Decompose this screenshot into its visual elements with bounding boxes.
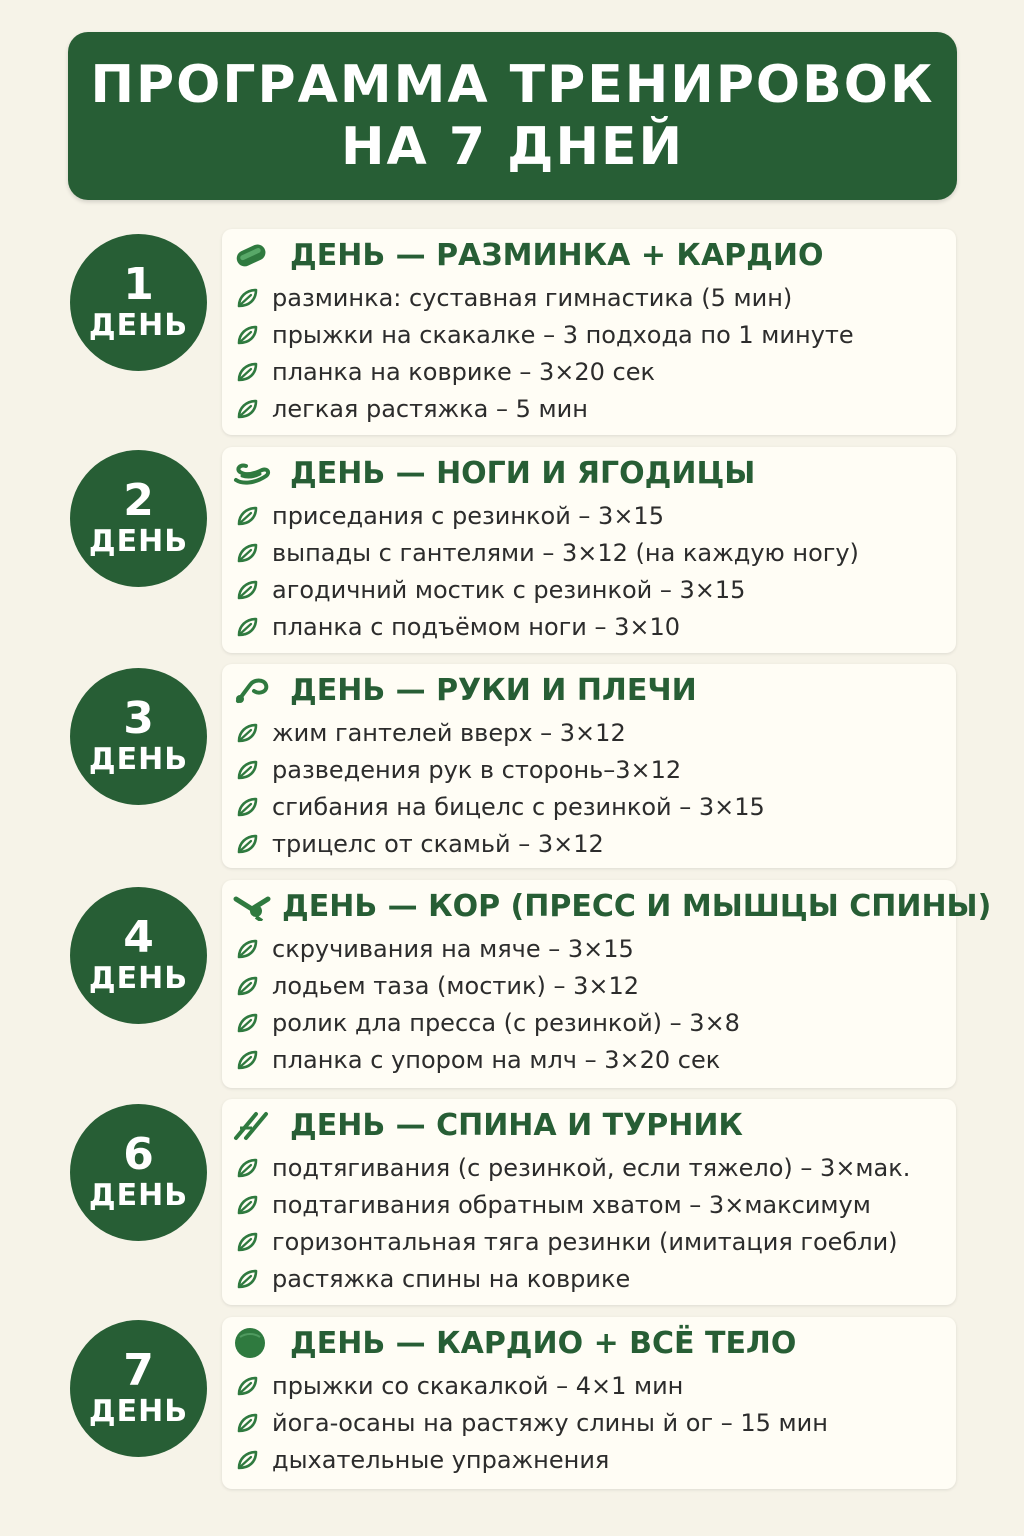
day-title-text: ДЕНЬ — КАРДИО + ВСЁ ТЕЛО: [290, 1325, 797, 1361]
leaf-check-icon: [236, 722, 258, 744]
resistance-band-icon: [232, 456, 280, 490]
exercise-text: прыжки со скакалкой – 4×1 мин: [272, 1371, 684, 1400]
exercise-text: йога-осаны на растяжу слины й ог – 15 мин: [272, 1408, 828, 1437]
exercise-text: подтагивания обратным хватом – 3×максимум: [272, 1190, 871, 1219]
leaf-check-icon: [236, 759, 258, 781]
exercise-item: [236, 1223, 952, 1260]
day-number: 6: [123, 1128, 154, 1180]
page-title-line1: ПРОГРАММА ТРЕНИРОВОК: [90, 55, 935, 115]
exercise-text: приседания с резинкой – 3×15: [272, 501, 664, 530]
page-title-line2: НА 7 ДНЕЙ: [340, 117, 685, 177]
day-title: [232, 1323, 956, 1363]
leaf-check-icon: [236, 616, 258, 638]
exercise-text: сгибания на бицелс с резинкой – 3×15: [272, 792, 765, 821]
exercise-list: [236, 497, 952, 645]
day-badge: [70, 668, 207, 805]
exercise-list: [236, 1149, 952, 1297]
exercise-text: дыхательные упражнения: [272, 1445, 610, 1474]
day-label: ДЕНЬ: [88, 1393, 189, 1429]
leaf-check-icon: [236, 1268, 258, 1290]
exercise-item: [236, 1367, 952, 1404]
exercise-item: [236, 1149, 952, 1186]
dumbbell-icon: [232, 238, 280, 272]
exercise-item: [236, 1441, 952, 1478]
day-label: ДЕНЬ: [88, 960, 189, 996]
leaf-check-icon: [236, 1375, 258, 1397]
leaf-check-icon: [236, 398, 258, 420]
day-badge: [70, 887, 207, 1024]
exercise-item: [236, 751, 952, 788]
leaf-check-icon: [236, 579, 258, 601]
day-badge: [70, 450, 207, 587]
exercise-item: [236, 316, 952, 353]
leaf-check-icon: [236, 1049, 258, 1071]
exercise-item: [236, 1004, 952, 1041]
day-label: ДЕНЬ: [88, 523, 189, 559]
exercise-item: [236, 930, 952, 967]
exercise-item: [236, 1041, 952, 1078]
exercise-text: агодичний мостик с резинкой – 3×15: [272, 575, 746, 604]
exercise-text: планка с подъёмом ноги – 3×10: [272, 612, 681, 641]
day-card: [222, 880, 992, 1088]
exercise-item: [236, 608, 952, 645]
day-title-text: ДЕНЬ — РУКИ И ПЛЕЧИ: [290, 672, 697, 708]
day-number: 4: [123, 911, 154, 963]
day-label: ДЕНЬ: [88, 1177, 189, 1213]
exercise-text: трицелс от скамьй – 3×12: [272, 829, 604, 858]
exercise-list: [236, 930, 952, 1078]
exercise-text: скручивания на мяче – 3×15: [272, 934, 634, 963]
leaf-check-icon: [236, 975, 258, 997]
day-card: [222, 447, 956, 653]
day-title: [232, 670, 956, 710]
exercise-text: ролик дла пресса (с резинкой) – 3×8: [272, 1008, 740, 1037]
exercise-item: [236, 714, 952, 751]
exercise-item: [236, 279, 952, 316]
leaf-check-icon: [236, 1194, 258, 1216]
ab-roller-icon: [232, 889, 272, 923]
exercise-text: подтягивания (с резинкой, если тяжело) – 3×мак.: [272, 1153, 911, 1182]
leaf-check-icon: [236, 1012, 258, 1034]
leaf-check-icon: [236, 833, 258, 855]
leaf-check-icon: [236, 505, 258, 527]
leaf-check-icon: [236, 287, 258, 309]
exercise-list: [236, 279, 952, 427]
day-number: 1: [123, 258, 154, 310]
leaf-check-icon: [236, 542, 258, 564]
exercise-text: планка с упором на млч – 3×20 сек: [272, 1045, 721, 1074]
day-card: [222, 1099, 956, 1305]
day-badge: [70, 1104, 207, 1241]
exercise-item: [236, 390, 952, 427]
leaf-check-icon: [236, 938, 258, 960]
exercise-item: [236, 534, 952, 571]
page-header: [68, 32, 957, 200]
exercise-item: [236, 967, 952, 1004]
ball-icon: [232, 1326, 280, 1360]
exercise-text: выпады с гантелями – 3×12 (на каждую ногу): [272, 538, 859, 567]
leaf-check-icon: [236, 1449, 258, 1471]
day-number: 7: [123, 1344, 154, 1396]
exercise-text: разминка: суставная гимнастика (5 мин): [272, 283, 793, 312]
day-badge: [70, 234, 207, 371]
leaf-check-icon: [236, 1231, 258, 1253]
exercise-text: разведения рук в сторонь–3×12: [272, 755, 682, 784]
exercise-text: жим гантелей вверх – 3×12: [272, 718, 626, 747]
exercise-list: [236, 1367, 952, 1478]
exercise-item: [236, 1404, 952, 1441]
day-title-text: ДЕНЬ — КОР (ПРЕСС И МЫШЦЫ СПИНЫ): [282, 888, 992, 924]
pullup-bar-icon: [232, 1108, 280, 1142]
exercise-item: [236, 497, 952, 534]
day-card: [222, 664, 956, 868]
day-title: [232, 886, 992, 926]
day-title-text: ДЕНЬ — РАЗМИНКА + КАРДИО: [290, 237, 824, 273]
day-number: 3: [123, 692, 154, 744]
exercise-text: планка на коврике – 3×20 сек: [272, 357, 655, 386]
leaf-check-icon: [236, 796, 258, 818]
day-label: ДЕНЬ: [88, 741, 189, 777]
day-title-text: ДЕНЬ — НОГИ И ЯГОДИЦЫ: [290, 455, 756, 491]
day-card: [222, 1317, 956, 1489]
exercise-item: [236, 571, 952, 608]
exercise-list: [236, 714, 952, 862]
exercise-text: горизонтальная тяга резинки (имитация гоебли): [272, 1227, 898, 1256]
day-label: ДЕНЬ: [88, 307, 189, 343]
leaf-check-icon: [236, 1157, 258, 1179]
day-title: [232, 235, 956, 275]
exercise-item: [236, 825, 952, 862]
day-number: 2: [123, 474, 154, 526]
leaf-check-icon: [236, 324, 258, 346]
exercise-item: [236, 1260, 952, 1297]
exercise-item: [236, 1186, 952, 1223]
exercise-item: [236, 353, 952, 390]
band-loop-icon: [232, 673, 280, 707]
exercise-text: лодьем таза (мостик) – 3×12: [272, 971, 640, 1000]
day-title: [232, 453, 956, 493]
exercise-text: прыжки на скакалке – 3 подхода по 1 минуте: [272, 320, 854, 349]
exercise-text: растяжка спины на коврике: [272, 1264, 631, 1293]
leaf-check-icon: [236, 1412, 258, 1434]
day-badge: [70, 1320, 207, 1457]
day-card: [222, 229, 956, 435]
leaf-check-icon: [236, 361, 258, 383]
exercise-item: [236, 788, 952, 825]
exercise-text: легкая растяжка – 5 мин: [272, 394, 588, 423]
day-title: [232, 1105, 956, 1145]
day-title-text: ДЕНЬ — СПИНА И ТУРНИК: [290, 1107, 743, 1143]
